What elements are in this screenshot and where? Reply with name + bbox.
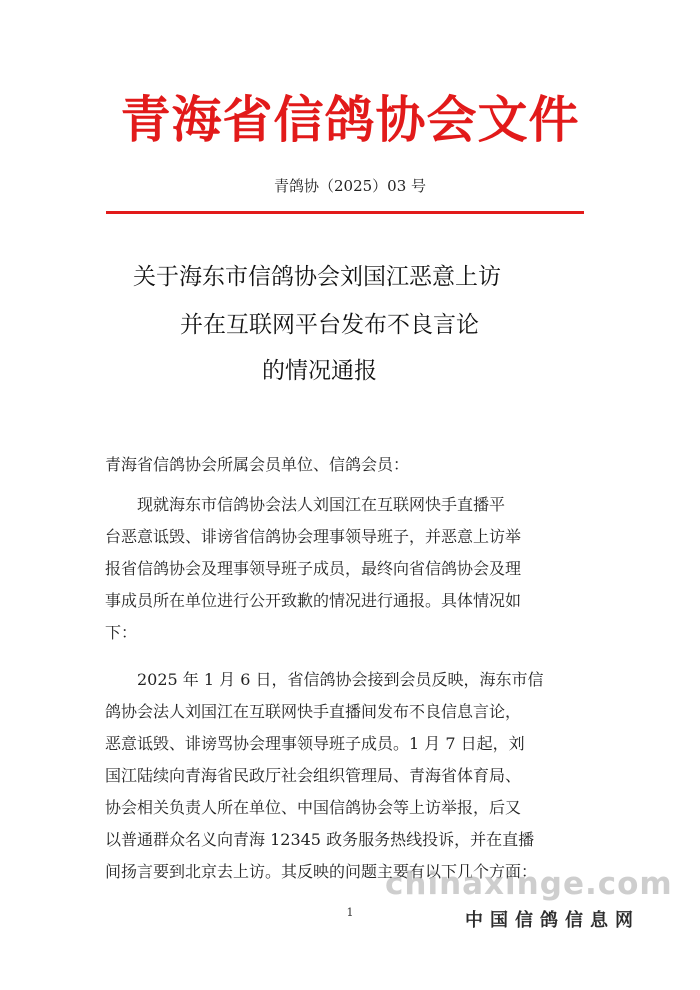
paragraph-2-line: 间扬言要到北京去上访。其反映的问题主要有以下几个方面： (105, 862, 538, 881)
paragraph-1 (105, 489, 521, 649)
red-divider-line (106, 211, 584, 214)
page-number: 1 (346, 906, 354, 919)
watermark-domain: chinaxinge.com (385, 866, 673, 902)
paragraph-2-line: 恶意诋毁、诽谤骂协会理事领导班子成员。1 月 7 日起，刘 (105, 734, 525, 753)
paragraph-2-line: 以普通群众名义向青海 12345 政务服务热线投诉，并在直播 (105, 830, 535, 849)
paragraph-1-line: 事成员所在单位进行公开致歉的情况进行通报。具体情况如 (105, 591, 522, 610)
salutation: 青海省信鸽协会所属会员单位、信鸽会员： (105, 455, 410, 474)
paragraph-1-line: 台恶意诋毁、诽谤省信鸽协会理事领导班子，并恶意上访举 (105, 527, 522, 546)
notice-title-line-1: 关于海东市信鸽协会刘国江恶意上访 (133, 264, 501, 290)
paragraph-2-line: 2025 年 1 月 6 日，省信鸽协会接到会员反映，海东市信 (105, 670, 544, 689)
paragraph-1-line: 下： (105, 623, 138, 642)
document-number: 青鸽协（2025）03 号 (273, 177, 427, 195)
paragraph-1-line: 报省信鸽协会及理事领导班子成员，最终向省信鸽协会及理 (105, 559, 522, 578)
paragraph-2-line: 鸽协会法人刘国江在互联网快手直播间发布不良信息言论， (105, 702, 522, 721)
watermark-site-name: 中国信鸽信息网 (465, 910, 640, 931)
paragraph-1-line: 现就海东市信鸽协会法人刘国江在互联网快手直播平 (105, 495, 506, 514)
paragraph-2-line: 协会相关负责人所在单位、中国信鸽协会等上访举报，后又 (105, 798, 522, 817)
paragraph-2-line: 国江陆续向青海省民政厅社会组织管理局、青海省体育局、 (105, 766, 522, 785)
notice-title-line-2: 并在互联网平台发布不良言论 (180, 312, 479, 338)
document-header-title: 青海省信鸽协会文件 (120, 91, 580, 149)
paragraph-2 (105, 664, 544, 888)
notice-title-line-3: 的情况通报 (262, 358, 377, 384)
